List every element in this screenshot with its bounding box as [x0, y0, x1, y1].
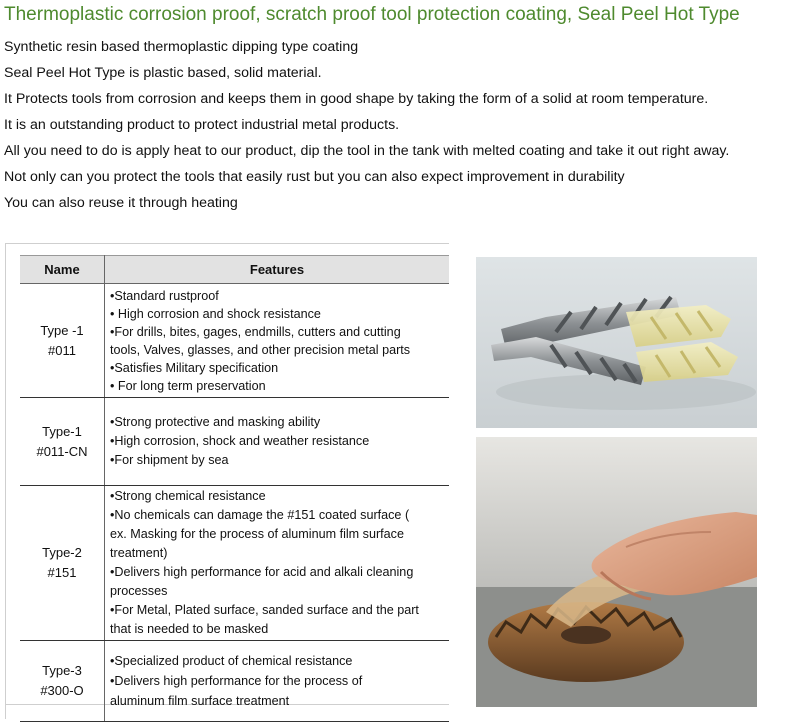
features-cell	[105, 486, 450, 641]
intro-line: It Protects tools from corrosion and keeps them in good shape by taking the form of a solid at room temperature.	[4, 91, 709, 107]
feature-line: •For drills, bites, gages, endmills, cutters and cutting	[110, 324, 401, 339]
features-cell	[105, 398, 450, 486]
feature-line: •High corrosion, shock and weather resistance	[110, 434, 370, 448]
feature-line: ex. Masking for the process of aluminum film surface	[110, 527, 404, 541]
header-features: Features	[105, 256, 450, 284]
product-name: Type -1	[40, 322, 84, 338]
feature-line: •Standard rustproof	[110, 288, 219, 303]
feature-line: •Strong chemical resistance	[110, 489, 266, 503]
feature-line: • High corrosion and shock resistance	[110, 306, 321, 321]
feature-line: • For long term preservation	[110, 378, 266, 393]
coated-tools-photo	[476, 257, 757, 428]
product-name-cell	[20, 398, 105, 486]
feature-line: processes	[110, 584, 168, 598]
table-row	[20, 486, 449, 641]
intro-line: Seal Peel Hot Type is plastic based, solid material.	[4, 65, 322, 81]
features-cell	[105, 284, 450, 398]
feature-line: •Delivers high performance for the process of	[110, 674, 363, 688]
intro-line: All you need to do is apply heat to our product, dip the tool in the tank with melted coating and take it out right away.	[4, 143, 730, 159]
product-name-cell	[20, 641, 105, 722]
product-name-cell	[20, 486, 105, 641]
product-code: #300-O	[40, 683, 84, 698]
intro-line: Not only can you protect the tools that easily rust but you can also expect improvement in durability	[4, 169, 625, 185]
product-name: Type-3	[42, 663, 82, 678]
product-name: Type-2	[42, 545, 82, 560]
table-row	[20, 641, 449, 722]
feature-line: that is needed to be masked	[110, 622, 269, 636]
hand-peeling-illustration	[476, 437, 757, 707]
product-spec-table	[20, 255, 449, 722]
feature-line: tools, Valves, glasses, and other precision metal parts	[110, 342, 411, 357]
feature-line: •Delivers high performance for acid and alkali cleaning	[110, 565, 414, 579]
page-title: Thermoplastic corrosion proof, scratch proof tool protection coating, Seal Peel Hot Type	[4, 4, 740, 25]
feature-line: •For Metal, Plated surface, sanded surface and the part	[110, 603, 419, 617]
feature-line: •For shipment by sea	[110, 453, 229, 467]
features-cell	[105, 641, 450, 722]
frame-border	[5, 243, 449, 244]
product-name: Type-1	[42, 423, 82, 439]
feature-line: •Satisfies Military specification	[110, 360, 279, 375]
intro-line: Synthetic resin based thermoplastic dipping type coating	[4, 39, 359, 55]
table-row	[20, 398, 449, 486]
product-code: #011	[48, 342, 76, 358]
intro-text	[4, 37, 784, 219]
feature-line: •Specialized product of chemical resistance	[110, 654, 353, 668]
frame-border	[5, 243, 6, 719]
intro-line: You can also reuse it through heating	[4, 195, 238, 211]
feature-line: •Strong protective and masking ability	[110, 415, 321, 429]
feature-line: treatment)	[110, 546, 168, 560]
header-name: Name	[20, 256, 105, 284]
product-name-cell	[20, 284, 105, 398]
product-code: #151	[47, 565, 77, 580]
product-code: #011-CN	[36, 443, 88, 459]
peeling-coating-photo	[476, 437, 757, 707]
table-row	[20, 284, 449, 398]
intro-line: It is an outstanding product to protect industrial metal products.	[4, 117, 400, 133]
feature-line: aluminum film surface treatment	[110, 694, 290, 708]
table-header-row	[20, 256, 449, 284]
coated-drills-illustration	[476, 257, 757, 428]
feature-line: •No chemicals can damage the #151 coated surface (	[110, 508, 410, 522]
